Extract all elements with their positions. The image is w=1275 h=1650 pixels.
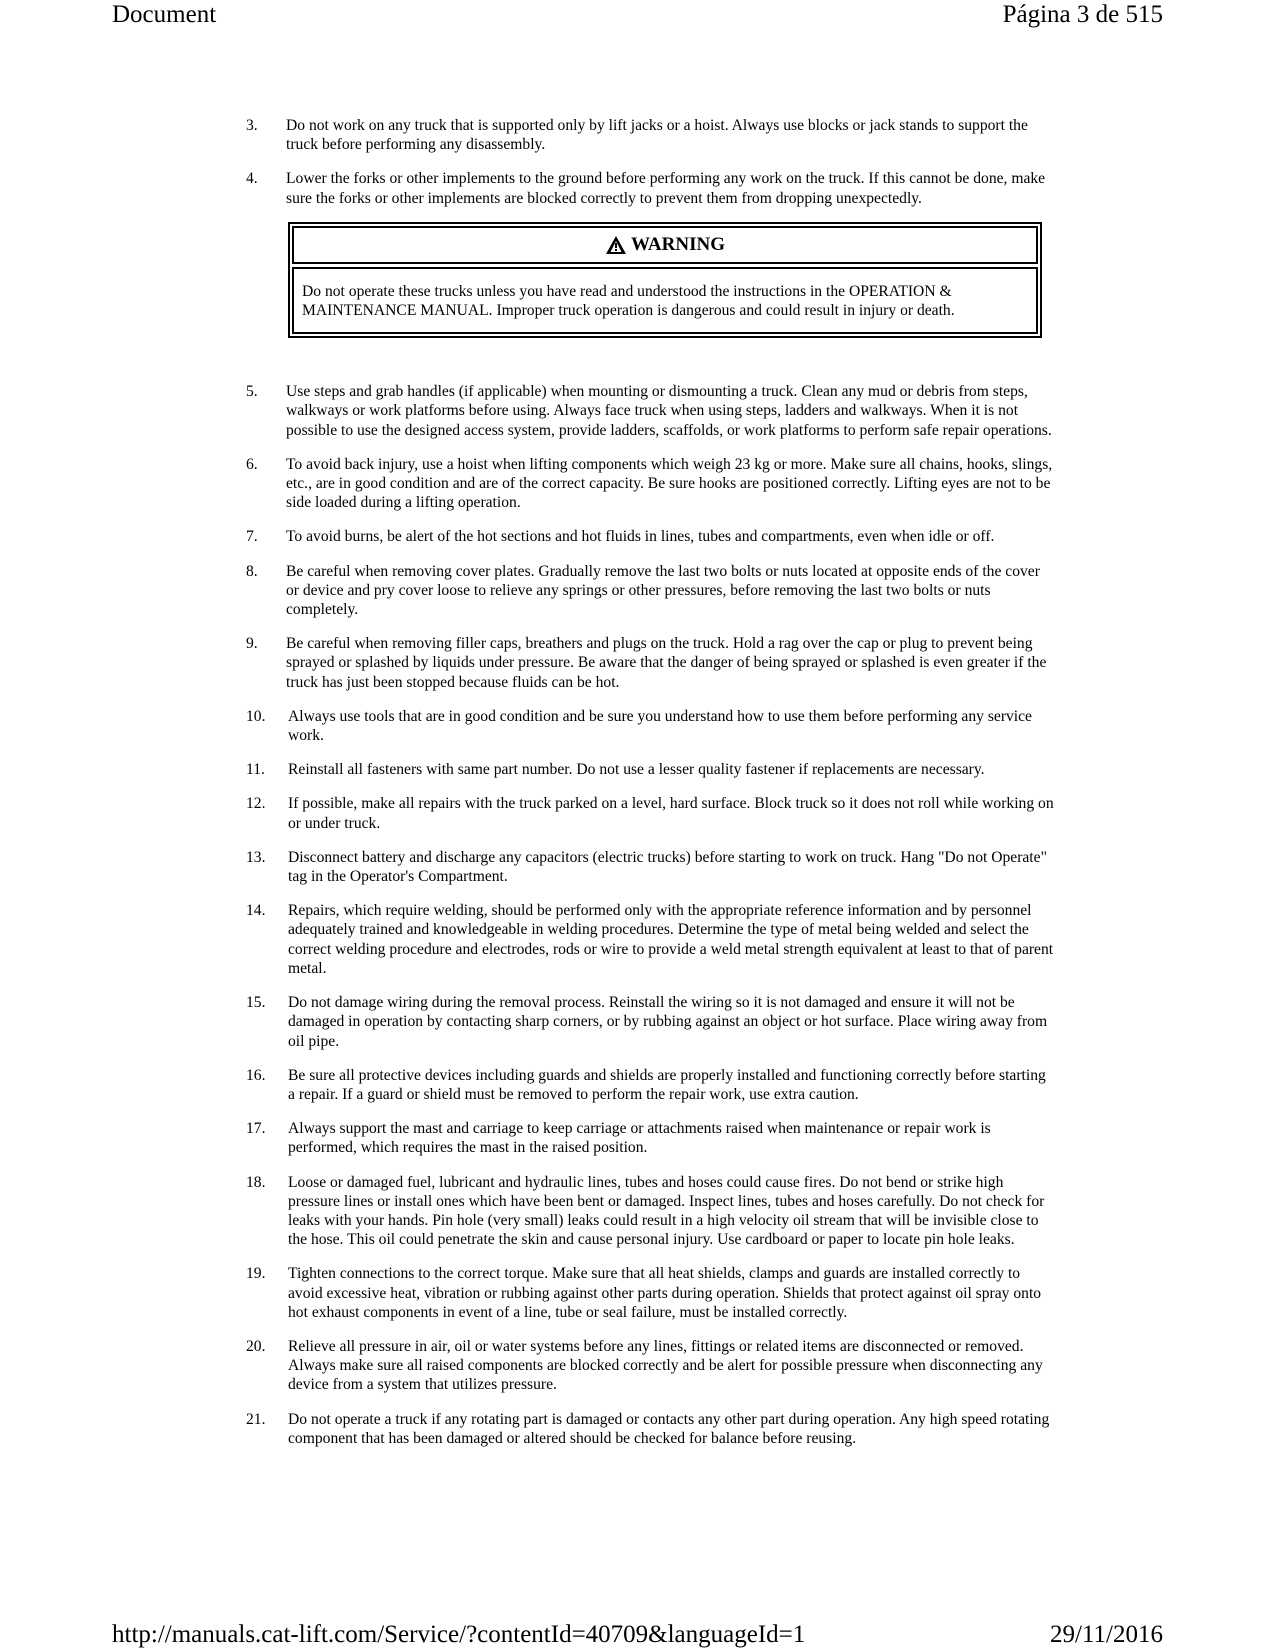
instruction-list-top (246, 116, 1056, 208)
item-text: Always support the mast and carriage to keep carriage or attachments raised when maintenance or repair work is performed, which requires the mast in the raised position. (288, 1120, 991, 1157)
list-item (246, 901, 1056, 978)
item-text: Loose or damaged fuel, lubricant and hydraulic lines, tubes and hoses could cause fires. Do not bend or strike high pressure lines or install ones which have been bent or damaged. Inspect lines, tubes and hoses carefully. Do not check for leaks with your hands. Pin hole (very small) leaks could result in a high velocity oil stream that will be invisible close to the hose. This oil could penetrate the skin and cause personal injury. Use cardboard or paper to locate pin hole leaks. (288, 1173, 1045, 1249)
item-number: 15. (246, 994, 266, 1012)
item-number: 7. (246, 528, 258, 546)
header-document-title: Document (112, 1, 217, 28)
item-text: Be careful when removing cover plates. Gradually remove the last two bolts or nuts located at opposite ends of the cover or device and pry cover loose to relieve any springs or other pressures, before removing the last two bolts or nuts completely. (286, 562, 1040, 619)
list-item (246, 848, 1056, 886)
header-page-number: Página 3 de 515 (1002, 1, 1163, 28)
list-item (246, 1264, 1056, 1322)
list-item (246, 1119, 1056, 1157)
list-item (246, 527, 1056, 546)
item-number: 19. (246, 1265, 266, 1283)
warning-text: Do not operate these trucks unless you have read and understood the instructions in the OPERATION & MAINTENANCE MANUAL. Improper truck operation is dangerous and could result in injury or death. (292, 267, 1038, 334)
item-number: 20. (246, 1337, 266, 1355)
list-item (246, 382, 1056, 440)
item-text: Relieve all pressure in air, oil or water systems before any lines, fittings or related items are disconnected or removed. Always make sure all raised components are blocked correctly and be alert for possible pressure when disconnecting any device from a system that utilizes pressure. (288, 1337, 1043, 1394)
item-text: Do not work on any truck that is supported only by lift jacks or a hoist. Always use blocks or jack stands to support the truck before performing any disassembly. (286, 117, 1028, 154)
item-text: Disconnect battery and discharge any capacitors (electric trucks) before starting to work on truck. Hang "Do not Operate" tag in the Operator's Compartment. (288, 848, 1047, 886)
item-text: Do not operate a truck if any rotating part is damaged or contacts any other part during operation. Any high speed rotating component that has been damaged or altered should be checked for balance before reusing. (288, 1410, 1050, 1447)
list-item (246, 1410, 1056, 1448)
item-number: 11. (246, 761, 265, 779)
item-number: 13. (246, 848, 266, 866)
item-number: 17. (246, 1120, 266, 1138)
item-number: 9. (246, 635, 258, 653)
list-item (246, 1173, 1056, 1250)
item-number: 21. (246, 1410, 266, 1428)
item-text: Reinstall all fasteners with same part number. Do not use a lesser quality fastener if replacements are necessary. (288, 761, 985, 779)
item-number: 14. (246, 902, 266, 920)
list-item (246, 760, 1056, 779)
list-item (246, 562, 1056, 620)
item-text: Tighten connections to the correct torque. Make sure that all heat shields, clamps and guards are installed correctly to avoid excessive heat, vibration or rubbing against other parts during operation. Shields that protect against oil spray onto hot exhaust components in event of a line, tube or seal failure, must be installed correctly. (288, 1265, 1042, 1321)
list-item (246, 116, 1056, 154)
item-number: 5. (246, 383, 258, 401)
item-number: 10. (246, 707, 266, 725)
list-item (246, 794, 1056, 832)
item-text: To avoid back injury, use a hoist when lifting components which weigh 23 kg or more. Make sure all chains, hooks, slings, etc., are in good condition and are of the correct capacity. Be sure hooks are positioned correctly. Lifting eyes are not to be side loaded during a lifting operation. (286, 455, 1053, 512)
item-text: If possible, make all repairs with the truck parked on a level, hard surface. Block truck so it does not roll while working on or under truck. (288, 795, 1054, 832)
item-number: 6. (246, 455, 258, 473)
item-text: Be careful when removing filler caps, breathers and plugs on the truck. Hold a rag over the cap or plug to prevent being sprayed or splashed by liquids under pressure. Be aware that the danger of being sprayed or splashed is even greater if the truck has just been stopped because fluids can be hot. (286, 635, 1047, 691)
item-text: Use steps and grab handles (if applicable) when mounting or dismounting a truck. Clean any mud or debris from steps, walkways or work platforms before using. Always face truck when using steps, ladders and walkways. When it is not possible to use the designed access system, provide ladders, scaffolds, or work platforms to perform safe repair operations. (286, 383, 1052, 439)
item-text: Do not damage wiring during the removal process. Reinstall the wiring so it is not damaged and ensure it will not be damaged in operation by contacting sharp corners, or by rubbing against an object or hot surface. Place wiring away from oil pipe. (288, 994, 1048, 1050)
document-body (246, 116, 1056, 1463)
item-text: To avoid burns, be alert of the hot sections and hot fluids in lines, tubes and compartments, even when idle or off. (286, 528, 995, 546)
list-item (246, 707, 1056, 745)
warning-triangle-icon (605, 235, 627, 255)
warning-header (292, 226, 1038, 264)
list-item (246, 1066, 1056, 1104)
warning-box (288, 222, 1042, 338)
list-item (246, 993, 1056, 1051)
item-number: 18. (246, 1173, 266, 1191)
item-text: Always use tools that are in good condition and be sure you understand how to use them before performing any service work. (288, 707, 1032, 745)
item-number: 16. (246, 1066, 266, 1084)
list-item (246, 634, 1056, 692)
item-number: 3. (246, 117, 258, 134)
list-item (246, 169, 1056, 207)
list-item (246, 455, 1056, 513)
item-text: Lower the forks or other implements to the ground before performing any work on the truck. If this cannot be done, make sure the forks or other implements are blocked correctly to prevent them from dropping unexpectedly. (286, 170, 1046, 207)
warning-title: WARNING (631, 233, 725, 255)
list-item (246, 1337, 1056, 1395)
instruction-list-bottom (246, 382, 1056, 1448)
footer-date: 29/11/2016 (1050, 1621, 1163, 1648)
item-number: 8. (246, 562, 258, 580)
item-text: Be sure all protective devices including guards and shields are properly installed and functioning correctly before starting a repair. If a guard or shield must be removed to perform the repair work, use extra caution. (288, 1066, 1046, 1103)
item-number: 12. (246, 795, 266, 813)
item-number: 4. (246, 170, 258, 188)
footer-url: http://manuals.cat-lift.com/Service/?contentId=40709&languageId=1 (112, 1621, 806, 1648)
item-text: Repairs, which require welding, should be performed only with the appropriate reference information and by personnel adequately trained and knowledgeable in welding procedures. Determine the type of metal being welded and select the correct welding procedure and electrodes, rods or wire to provide a weld metal strength equivalent at least to that of parent metal. (288, 902, 1054, 977)
